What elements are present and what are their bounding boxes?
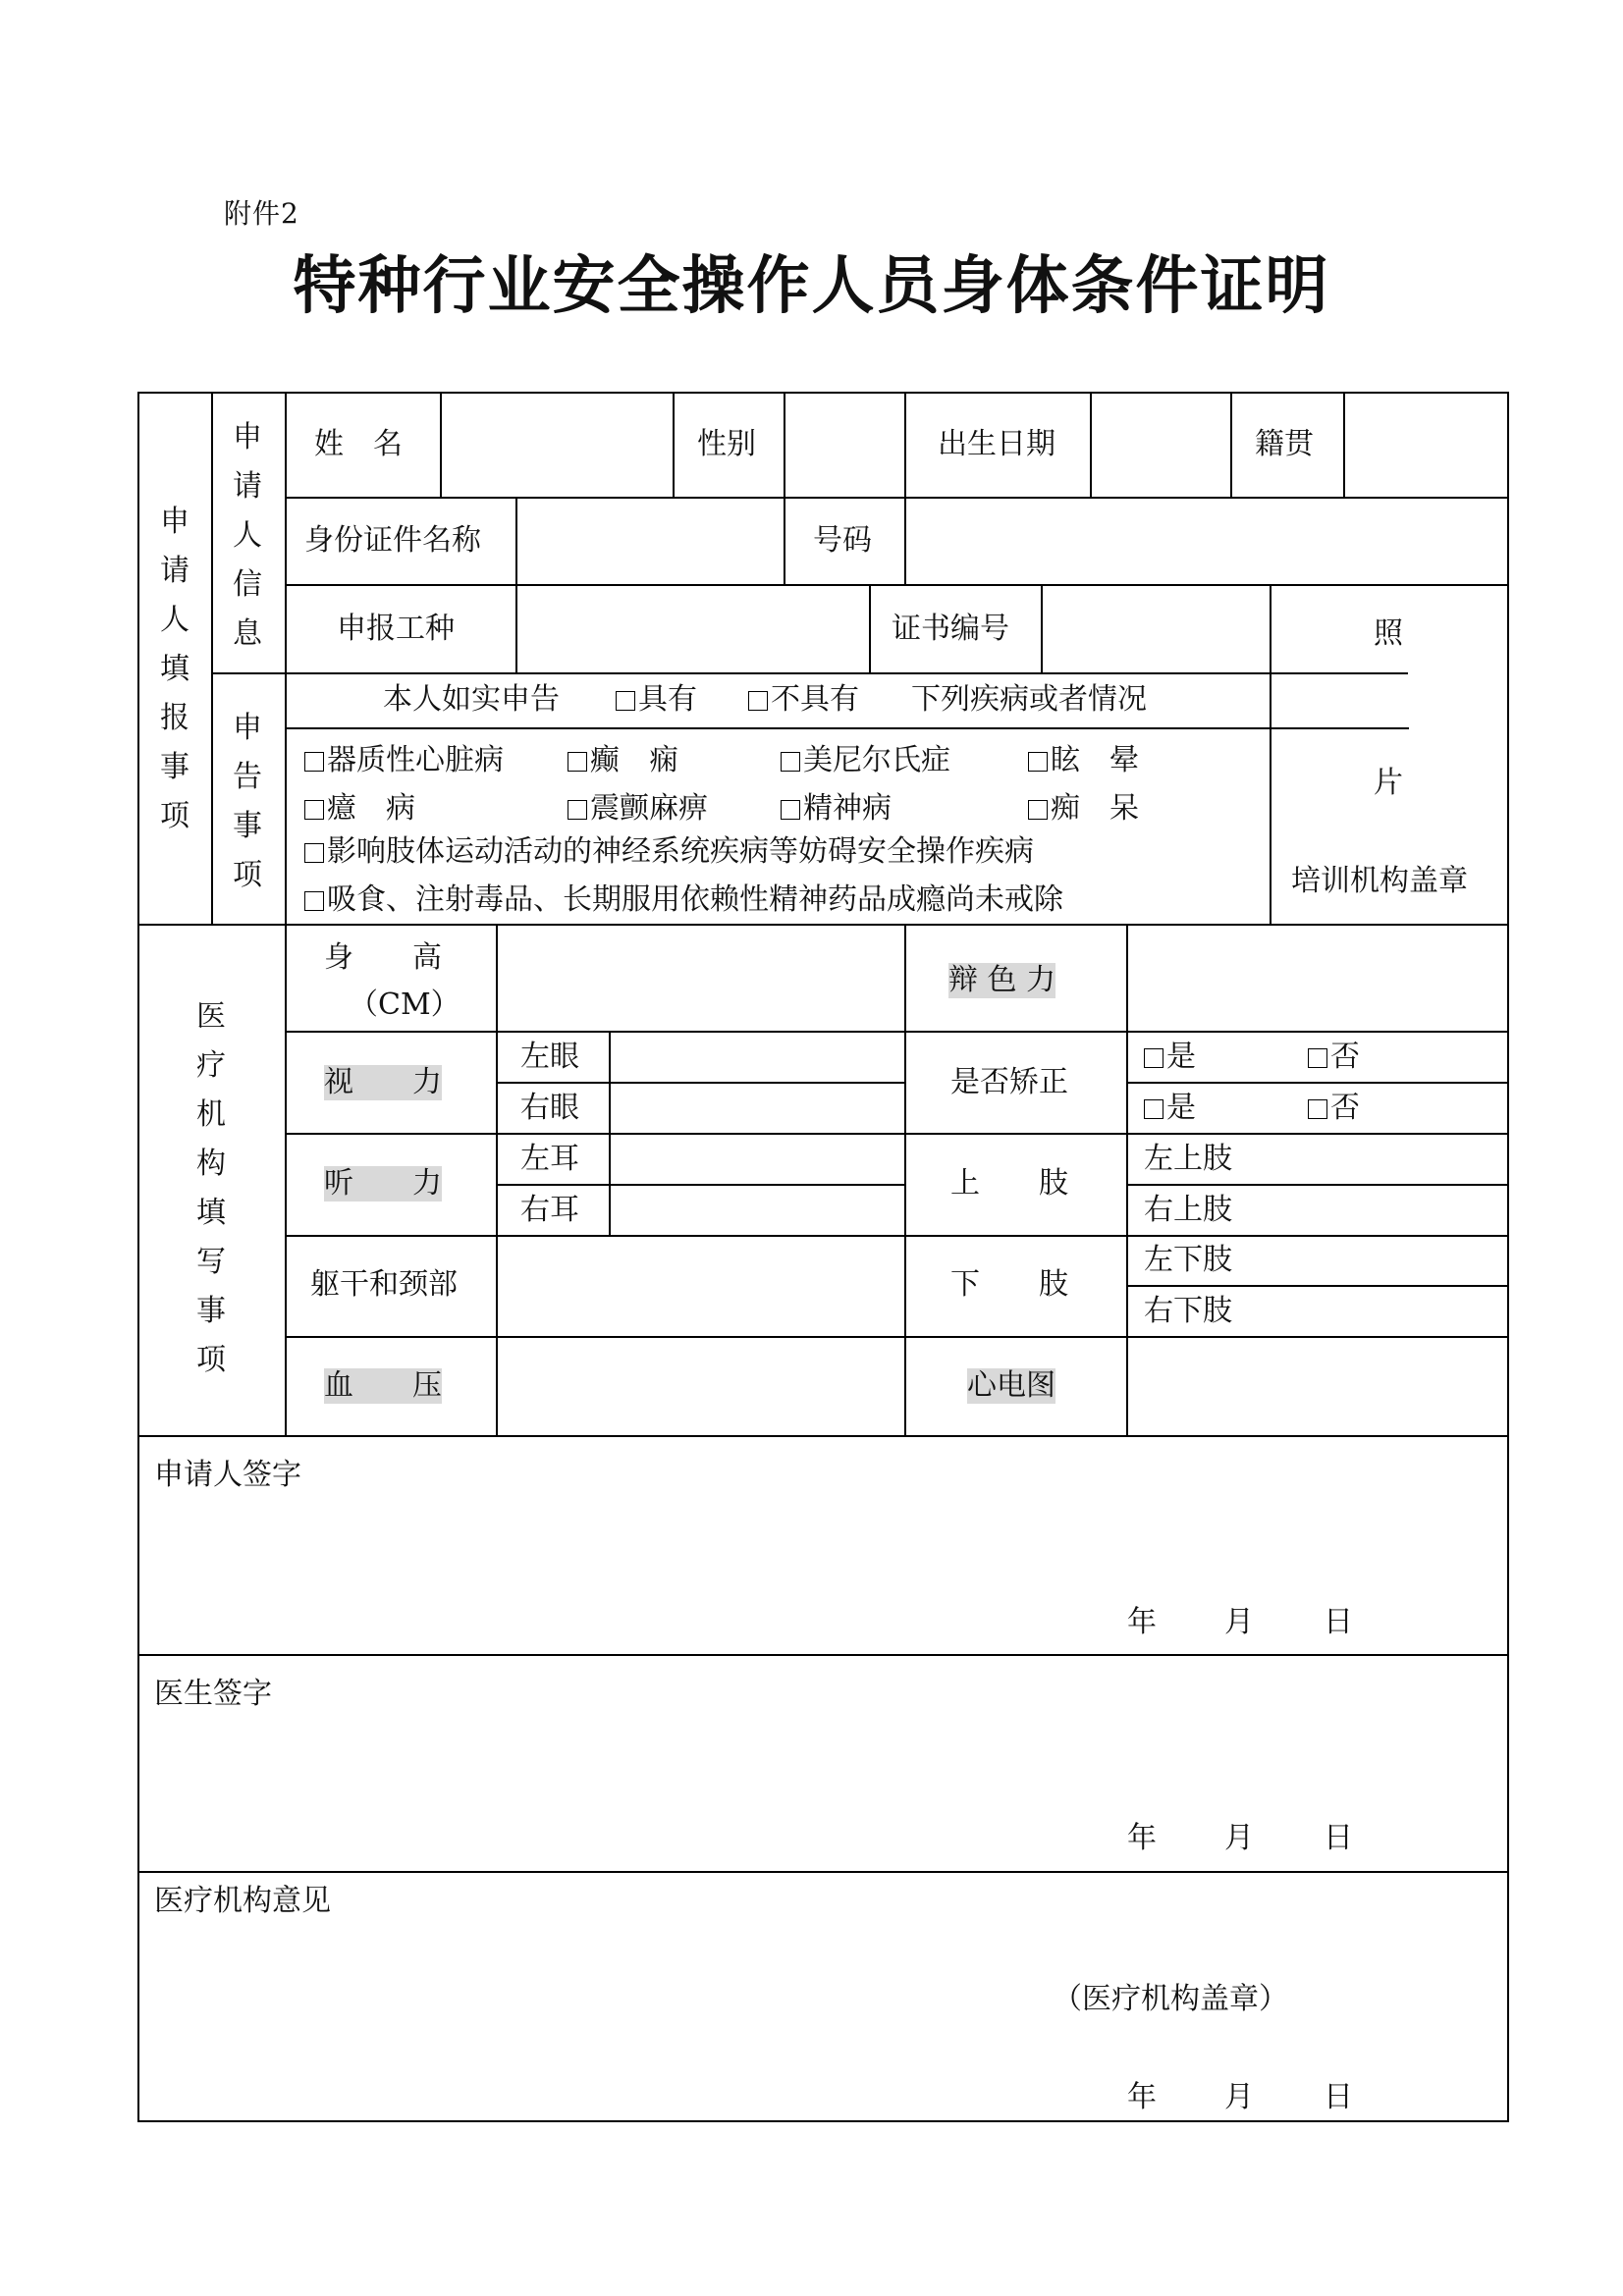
doctor-signature-area[interactable] — [141, 1719, 1504, 1817]
name-input[interactable] — [444, 396, 670, 494]
divider — [904, 924, 906, 1436]
right-ear-input[interactable] — [613, 1188, 901, 1233]
checkbox[interactable] — [748, 691, 768, 711]
corrected-label: 是否矫正 — [950, 1065, 1068, 1099]
checkbox[interactable] — [1308, 1048, 1327, 1068]
option-label: 是 — [1166, 1040, 1196, 1074]
option-label: 具有 — [638, 682, 697, 717]
checkbox[interactable] — [1028, 752, 1048, 772]
divider — [1041, 584, 1043, 673]
checkbox[interactable] — [304, 752, 324, 772]
divider — [1090, 392, 1092, 498]
checkbox[interactable] — [1308, 1099, 1327, 1119]
divider — [285, 1133, 1508, 1135]
checkbox[interactable] — [616, 691, 635, 711]
declaration-tail: 下列疾病或者情况 — [911, 682, 1147, 717]
left-upper-limb-label: 左上肢 — [1144, 1142, 1232, 1176]
declaration-lead: 本人如实申告 — [383, 682, 560, 717]
vision-label: 视 力 — [324, 1065, 442, 1099]
height-input[interactable] — [500, 928, 900, 1028]
declaration-not-have-option[interactable] — [748, 682, 859, 718]
left-ear-input[interactable] — [613, 1137, 901, 1182]
divider — [285, 1336, 1508, 1338]
certificate-number-label: 证书编号 — [892, 612, 1009, 646]
left-lower-limb-label: 左下肢 — [1144, 1243, 1232, 1277]
table-border-top — [137, 392, 1509, 394]
checkbox[interactable] — [304, 843, 324, 863]
divider — [1343, 392, 1345, 498]
divider — [211, 672, 1408, 674]
doctor-sign-month: 月 — [1224, 1821, 1254, 1855]
checkbox[interactable] — [304, 800, 324, 820]
checkbox[interactable] — [568, 752, 587, 772]
divider — [673, 392, 675, 498]
divider — [285, 924, 287, 1436]
left-eye-label: 左眼 — [520, 1040, 579, 1074]
checkbox[interactable] — [1028, 800, 1048, 820]
divider — [285, 1235, 1508, 1237]
condition-label: 震颤麻痹 — [590, 791, 708, 826]
divider — [211, 392, 213, 924]
table-border-right — [1507, 392, 1509, 2122]
birth-date-label: 出生日期 — [938, 427, 1055, 461]
corrected-no-option[interactable] — [1308, 1040, 1360, 1075]
id-number-input[interactable] — [908, 501, 1503, 581]
checkbox[interactable] — [1144, 1099, 1163, 1119]
hearing-label: 听 力 — [324, 1166, 442, 1201]
photo-label-bottom: 片 — [1374, 766, 1403, 800]
divider — [496, 924, 498, 1436]
color-vision-input[interactable] — [1130, 928, 1503, 1028]
option-label: 不具有 — [771, 682, 859, 717]
applicant-signature-area[interactable] — [141, 1501, 1504, 1609]
institution-month: 月 — [1224, 2080, 1254, 2114]
origin-input[interactable] — [1347, 396, 1504, 494]
condition-label: 癫 痫 — [590, 743, 678, 777]
checkbox[interactable] — [781, 752, 800, 772]
origin-label: 籍贯 — [1255, 427, 1314, 461]
right-eye-input[interactable] — [613, 1086, 901, 1131]
job-type-label: 申报工种 — [337, 612, 455, 646]
gender-label: 性别 — [697, 427, 756, 461]
name-label: 姓 名 — [314, 427, 403, 461]
divider — [784, 497, 785, 585]
applicant-info-label: 申请人信息 — [233, 420, 262, 651]
ecg-input[interactable] — [1130, 1340, 1503, 1432]
option-label: 否 — [1330, 1040, 1360, 1074]
height-label: 身 高 — [324, 940, 442, 975]
ecg-label: 心电图 — [967, 1368, 1055, 1403]
divider — [496, 1184, 905, 1186]
condition-label: 器质性心脏病 — [327, 743, 504, 777]
divider — [285, 497, 1508, 499]
condition-label: 癔 病 — [327, 791, 415, 826]
condition-label: 精神病 — [803, 791, 892, 826]
condition-label: 眩 晕 — [1051, 743, 1139, 777]
divider — [869, 584, 871, 673]
checkbox[interactable] — [781, 800, 800, 820]
checkbox[interactable] — [304, 891, 324, 911]
id-number-label: 号码 — [813, 523, 872, 558]
divider — [515, 497, 517, 585]
document-title: 特种行业安全操作人员身体条件证明 — [293, 250, 1330, 323]
birth-date-input[interactable] — [1094, 396, 1227, 494]
divider — [784, 392, 785, 498]
right-upper-limb-label: 右上肢 — [1144, 1193, 1232, 1227]
right-eye-label: 右眼 — [520, 1091, 579, 1125]
divider — [285, 584, 1508, 586]
divider — [904, 392, 906, 585]
condition-label: 美尼尔氏症 — [803, 743, 950, 777]
attachment-label: 附件2 — [224, 197, 299, 230]
divider — [1126, 1285, 1508, 1287]
height-unit-label: （CM） — [349, 988, 460, 1022]
option-label: 是 — [1166, 1091, 1196, 1125]
id-type-input[interactable] — [519, 501, 781, 581]
applicant-sign-month: 月 — [1224, 1605, 1254, 1639]
condition-item[interactable] — [781, 791, 892, 827]
checkbox[interactable] — [568, 800, 587, 820]
declaration-label: 申告事项 — [233, 711, 262, 892]
institution-day: 日 — [1324, 2080, 1353, 2114]
blood-pressure-input[interactable] — [500, 1340, 900, 1432]
lower-limb-label: 下 肢 — [950, 1267, 1068, 1302]
condition-item[interactable] — [781, 743, 950, 778]
doctor-sign-day: 日 — [1324, 1821, 1353, 1855]
applicant-sign-year: 年 — [1127, 1605, 1157, 1639]
id-type-label: 身份证件名称 — [304, 523, 481, 558]
divider — [285, 1031, 1508, 1033]
medical-section-label: 医疗机构填写事项 — [196, 999, 226, 1377]
option-label: 否 — [1330, 1091, 1360, 1125]
divider — [515, 584, 517, 673]
applicant-signature-label: 申请人签字 — [154, 1458, 301, 1492]
right-ear-label: 右耳 — [520, 1193, 579, 1227]
left-ear-label: 左耳 — [520, 1142, 579, 1176]
institution-year: 年 — [1127, 2080, 1157, 2114]
divider — [137, 1435, 1509, 1437]
doctor-sign-year: 年 — [1127, 1821, 1157, 1855]
condition-item[interactable] — [568, 791, 708, 827]
divider — [496, 1082, 905, 1084]
divider — [137, 1871, 1509, 1873]
checkbox[interactable] — [1144, 1048, 1163, 1068]
gender-input[interactable] — [787, 396, 901, 494]
photo-stamp-label: 培训机构盖章 — [1291, 864, 1468, 898]
condition-item[interactable] — [1028, 743, 1139, 778]
blood-pressure-label: 血 压 — [324, 1368, 442, 1403]
trunk-neck-label: 躯干和颈部 — [310, 1267, 458, 1302]
corrected-no-option[interactable] — [1308, 1091, 1360, 1126]
divider — [285, 392, 287, 924]
condition-item[interactable] — [304, 834, 1034, 870]
divider — [1230, 392, 1232, 498]
divider — [285, 727, 1409, 729]
condition-item[interactable] — [304, 882, 1063, 918]
institution-opinion-label: 医疗机构意见 — [154, 1884, 331, 1918]
condition-label: 吸食、注射毒品、长期服用依赖性精神药品成瘾尚未戒除 — [327, 882, 1063, 917]
condition-item[interactable] — [304, 791, 415, 827]
divider — [137, 924, 1509, 926]
divider — [1126, 1082, 1508, 1084]
trunk-neck-input[interactable] — [500, 1239, 900, 1333]
right-lower-limb-label: 右下肢 — [1144, 1294, 1232, 1328]
applicant-sign-day: 日 — [1324, 1605, 1353, 1639]
institution-stamp-label: （医疗机构盖章） — [1053, 1982, 1288, 2016]
institution-opinion-area[interactable] — [141, 1928, 1504, 2046]
divider — [137, 1654, 1509, 1656]
doctor-signature-label: 医生签字 — [154, 1677, 272, 1711]
divider — [1126, 924, 1128, 1436]
divider — [1126, 1184, 1508, 1186]
photo-label-top: 照 — [1374, 616, 1403, 651]
table-border-left — [137, 392, 139, 2122]
applicant-section-label: 申请人填报事项 — [160, 505, 189, 833]
form-table — [137, 392, 1509, 2122]
table-border-bottom — [137, 2120, 1509, 2122]
color-vision-label: 辩 色 力 — [948, 963, 1056, 997]
corrected-yes-option[interactable] — [1144, 1091, 1196, 1126]
condition-item[interactable] — [568, 743, 678, 778]
job-type-input[interactable] — [519, 588, 865, 670]
condition-label: 影响肢体运动活动的神经系统疾病等妨碍安全操作疾病 — [327, 834, 1034, 869]
declaration-have-option[interactable] — [616, 682, 697, 718]
upper-limb-label: 上 肢 — [950, 1166, 1068, 1201]
divider — [440, 392, 442, 498]
left-eye-input[interactable] — [613, 1035, 901, 1080]
condition-item[interactable] — [304, 743, 504, 778]
corrected-yes-option[interactable] — [1144, 1040, 1196, 1075]
condition-item[interactable] — [1028, 791, 1139, 827]
condition-label: 痴 呆 — [1051, 791, 1139, 826]
certificate-number-input[interactable] — [1045, 588, 1267, 670]
divider — [1270, 584, 1271, 925]
